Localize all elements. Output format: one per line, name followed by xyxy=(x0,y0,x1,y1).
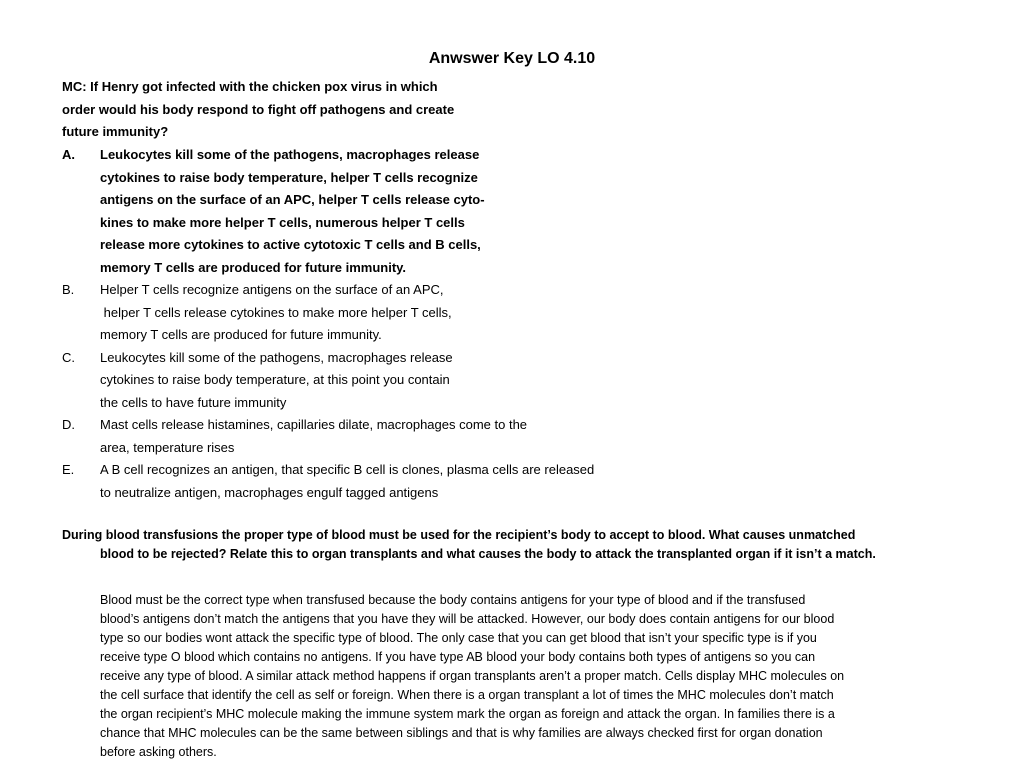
option-letter: B. xyxy=(62,282,75,297)
option-line: antigens on the surface of an APC, helper T cells release cyto- xyxy=(100,192,485,207)
option-line: release more cytokines to active cytotoxic T cells and B cells, xyxy=(100,237,481,252)
option-line: the cells to have future immunity xyxy=(100,394,287,410)
option-line: Leukocytes kill some of the pathogens, macrophages release xyxy=(100,147,480,162)
question-line: order would his body respond to fight off pathogens and create xyxy=(62,101,455,117)
option-line: Mast cells release histamines, capillaries dilate, macrophages come to the xyxy=(100,417,528,432)
option-letter: E. xyxy=(62,462,75,477)
answer-paragraph xyxy=(100,591,980,762)
option-e xyxy=(62,459,682,504)
option-line: helper T cells release cytokines to make more helper T cells, xyxy=(100,304,452,320)
option-text xyxy=(100,347,682,415)
option-letter: D. xyxy=(62,417,75,432)
answer-line: the cell surface that identify the cell as self or foreign. When there is a organ transplant a lot of times the MHC molecules don’t match xyxy=(100,688,834,702)
answer-line: type so our bodies wont attack the specific type of blood. The only case that you can get blood that isn’t your specific type is if you xyxy=(100,631,817,645)
question-line: MC: If Henry got infected with the chicken pox virus in which xyxy=(62,79,438,94)
option-line: area, temperature rises xyxy=(100,439,235,455)
page-title: Anwswer Key LO 4.10 xyxy=(428,50,596,67)
question-line: future immunity? xyxy=(62,124,169,139)
option-line: Leukocytes kill some of the pathogens, macrophages release xyxy=(100,349,453,365)
option-d xyxy=(62,414,682,459)
option-line: memory T cells are produced for future immunity. xyxy=(100,327,382,342)
option-line: memory T cells are produced for future immunity. xyxy=(100,259,407,275)
answer-line: receive any type of blood. A similar attack method happens if organ transplants aren’t a proper match. Cells display MHC molecules on xyxy=(100,669,845,683)
answer-line: blood’s antigens don’t match the antigens that you have they will be attacked. However, our body does contain antigens for our blood xyxy=(100,612,835,626)
option-line: cytokines to raise body temperature, at this point you contain xyxy=(100,372,450,387)
question-line: During blood transfusions the proper type of blood must be used for the recipient’s body to accept to blood. What causes unmatched xyxy=(62,528,856,542)
option-text xyxy=(100,279,682,347)
option-line: kines to make more helper T cells, numerous helper T cells xyxy=(100,214,465,230)
answer-options xyxy=(62,144,682,504)
option-text xyxy=(100,414,682,459)
option-c xyxy=(62,347,682,415)
option-line: Helper T cells recognize antigens on the surface of an APC, xyxy=(100,282,444,297)
answer-line: chance that MHC molecules can be the same between siblings and that is why families are always checked first for organ donation xyxy=(100,726,823,740)
option-text xyxy=(100,144,682,279)
option-line: cytokines to raise body temperature, helper T cells recognize xyxy=(100,169,478,185)
option-letter: A. xyxy=(62,147,75,162)
answer-line: the organ recipient’s MHC molecule making the immune system mark the organ as foreign and attack the organ. In families there is a xyxy=(100,707,835,721)
transfusion-question xyxy=(62,526,962,564)
option-a xyxy=(62,144,682,279)
question-line: blood to be rejected? Relate this to organ transplants and what causes the body to attack the transplanted organ if it isn’t a match. xyxy=(100,547,876,561)
option-b xyxy=(62,279,682,347)
option-text xyxy=(100,459,682,504)
option-line: A B cell recognizes an antigen, that specific B cell is clones, plasma cells are released xyxy=(100,462,595,477)
answer-line: Blood must be the correct type when transfused because the body contains antigens for your type of blood and if the transfused xyxy=(100,593,806,607)
option-letter: C. xyxy=(62,349,75,365)
answer-line: before asking others. xyxy=(100,745,217,759)
option-line: to neutralize antigen, macrophages engulf tagged antigens xyxy=(100,484,439,500)
answer-line: receive type O blood which contains no antigens. If you have type AB blood your body contains both types of antigens so you can xyxy=(100,650,816,664)
mc-question xyxy=(62,76,622,144)
